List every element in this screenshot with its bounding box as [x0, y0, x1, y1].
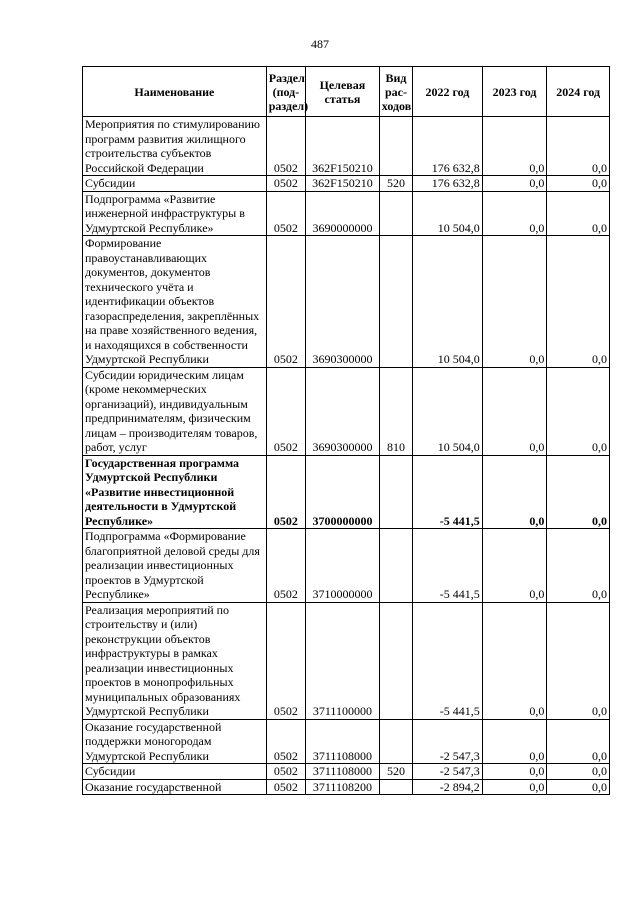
cell-2023: 0,0	[482, 764, 547, 780]
cell-name: Оказание государственной	[83, 779, 267, 795]
cell-2023: 0,0	[482, 779, 547, 795]
cell-2022: 10 504,0	[413, 367, 483, 455]
cell-target: 3690300000	[306, 367, 380, 455]
cell-expense-type	[379, 117, 412, 176]
cell-2023: 0,0	[482, 529, 547, 603]
cell-name: Подпрограмма «Формирование благоприятной деловой среды для реализации инвестиционных проектов в Удмуртской Республике»	[83, 529, 267, 603]
table-row	[83, 764, 610, 780]
cell-expense-type	[379, 455, 412, 529]
cell-section: 0502	[266, 367, 305, 455]
cell-target: 362F150210	[306, 176, 380, 192]
cell-2024: 0,0	[547, 236, 610, 368]
cell-2022: -5 441,5	[413, 602, 483, 719]
header-name: Наименование	[83, 67, 267, 117]
cell-name: Подпрограмма «Развитие инженерной инфраструктуры в Удмуртской Республике»	[83, 191, 267, 236]
cell-section: 0502	[266, 191, 305, 236]
cell-section: 0502	[266, 764, 305, 780]
cell-section: 0502	[266, 176, 305, 192]
cell-2023: 0,0	[482, 719, 547, 764]
cell-expense-type: 520	[379, 764, 412, 780]
cell-2024: 0,0	[547, 117, 610, 176]
cell-2022: 176 632,8	[413, 117, 483, 176]
cell-2024: 0,0	[547, 176, 610, 192]
cell-expense-type: 520	[379, 176, 412, 192]
cell-2023: 0,0	[482, 117, 547, 176]
cell-section: 0502	[266, 529, 305, 603]
cell-name: Мероприятия по стимулированию программ развития жилищного строительства субъектов Российской Федерации	[83, 117, 267, 176]
cell-2023: 0,0	[482, 367, 547, 455]
cell-target: 3690000000	[306, 191, 380, 236]
cell-2024: 0,0	[547, 719, 610, 764]
cell-2023: 0,0	[482, 236, 547, 368]
cell-target: 3710000000	[306, 529, 380, 603]
header-target: Целевая статья	[306, 67, 380, 117]
header-section: Раздел (под-раздел)	[266, 67, 305, 117]
cell-2023: 0,0	[482, 602, 547, 719]
cell-target: 3711100000	[306, 602, 380, 719]
cell-2022: -5 441,5	[413, 529, 483, 603]
cell-target: 3690300000	[306, 236, 380, 368]
cell-2022: -2 547,3	[413, 764, 483, 780]
cell-2024: 0,0	[547, 602, 610, 719]
cell-section: 0502	[266, 602, 305, 719]
header-2022: 2022 год	[413, 67, 483, 117]
cell-expense-type	[379, 602, 412, 719]
cell-section: 0502	[266, 455, 305, 529]
cell-2024: 0,0	[547, 191, 610, 236]
cell-2023: 0,0	[482, 455, 547, 529]
cell-section: 0502	[266, 779, 305, 795]
table-row	[83, 367, 610, 455]
table-row	[83, 191, 610, 236]
cell-expense-type	[379, 236, 412, 368]
cell-name: Субсидии	[83, 176, 267, 192]
header-2024: 2024 год	[547, 67, 610, 117]
cell-name: Государственная программа Удмуртской Республики «Развитие инвестиционной деятельности в Удмуртской Республике»	[83, 455, 267, 529]
cell-section: 0502	[266, 719, 305, 764]
table-row	[83, 602, 610, 719]
cell-expense-type	[379, 719, 412, 764]
cell-target: 3711108000	[306, 719, 380, 764]
cell-2022: -2 894,2	[413, 779, 483, 795]
cell-2024: 0,0	[547, 779, 610, 795]
cell-2022: 10 504,0	[413, 191, 483, 236]
cell-name: Формирование правоустанавливающих документов, документов технического учёта и идентификации объектов газораспределения, закреплённых на праве хозяйственного ведения, и находящихся в собственности Удмуртской Республики	[83, 236, 267, 368]
cell-expense-type	[379, 529, 412, 603]
cell-name: Реализация мероприятий по строительству и (или) реконструкции объектов инфраструктуры в рамках реализации инвестиционных проектов в монопрофильных муниципальных образованиях Удмуртской Республики	[83, 602, 267, 719]
cell-target: 3711108000	[306, 764, 380, 780]
cell-name: Субсидии юридическим лицам (кроме некоммерческих организаций), индивидуальным предпринимателям, физическим лицам – производителям товаров, работ, услуг	[83, 367, 267, 455]
budget-table	[82, 66, 610, 795]
cell-2024: 0,0	[547, 764, 610, 780]
cell-2022: -5 441,5	[413, 455, 483, 529]
cell-2022: 176 632,8	[413, 176, 483, 192]
table-row	[83, 529, 610, 603]
table-row	[83, 176, 610, 192]
header-row	[83, 67, 610, 117]
cell-name: Оказание государственной поддержки моногородам Удмуртской Республики	[83, 719, 267, 764]
page-number: 487	[311, 37, 329, 51]
cell-2024: 0,0	[547, 455, 610, 529]
cell-2024: 0,0	[547, 367, 610, 455]
cell-2024: 0,0	[547, 529, 610, 603]
table-row	[83, 117, 610, 176]
cell-expense-type	[379, 779, 412, 795]
table-row	[83, 719, 610, 764]
cell-2022: 10 504,0	[413, 236, 483, 368]
cell-2023: 0,0	[482, 191, 547, 236]
cell-target: 3711108200	[306, 779, 380, 795]
cell-2022: -2 547,3	[413, 719, 483, 764]
cell-section: 0502	[266, 117, 305, 176]
cell-target: 362F150210	[306, 117, 380, 176]
cell-expense-type	[379, 191, 412, 236]
cell-name: Субсидии	[83, 764, 267, 780]
cell-section: 0502	[266, 236, 305, 368]
cell-target: 3700000000	[306, 455, 380, 529]
header-2023: 2023 год	[482, 67, 547, 117]
table-row	[83, 779, 610, 795]
cell-2023: 0,0	[482, 176, 547, 192]
header-expense-type: Вид рас-ходов	[379, 67, 412, 117]
table-row	[83, 455, 610, 529]
cell-expense-type: 810	[379, 367, 412, 455]
table-row	[83, 236, 610, 368]
